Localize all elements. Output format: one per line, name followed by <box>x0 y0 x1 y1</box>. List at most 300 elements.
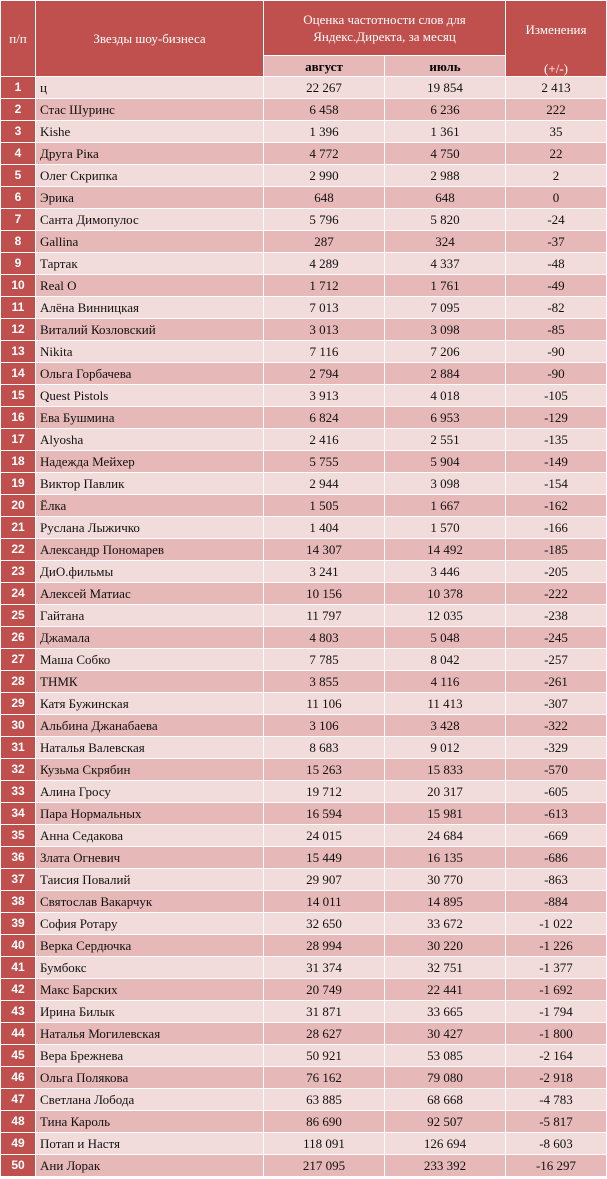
row-change: -8 603 <box>506 1133 607 1155</box>
row-name: Санта Димопулос <box>36 209 264 231</box>
row-change: -1 692 <box>506 979 607 1001</box>
row-name: Алёна Винницкая <box>36 297 264 319</box>
row-august: 5 755 <box>264 451 385 473</box>
table-row <box>1 275 607 297</box>
row-name: Святослав Вакарчук <box>36 891 264 913</box>
row-number: 48 <box>1 1111 36 1133</box>
row-number: 31 <box>1 737 36 759</box>
row-august: 86 690 <box>264 1111 385 1133</box>
header-name: Звезды шоу-бизнеса <box>36 1 264 77</box>
row-name: ДиО.фильмы <box>36 561 264 583</box>
row-name: Верка Сердючка <box>36 935 264 957</box>
row-number: 24 <box>1 583 36 605</box>
row-july: 648 <box>385 187 506 209</box>
row-change: -686 <box>506 847 607 869</box>
row-july: 324 <box>385 231 506 253</box>
row-name: Виталий Козловский <box>36 319 264 341</box>
row-name: Анна Седакова <box>36 825 264 847</box>
row-number: 38 <box>1 891 36 913</box>
table-row <box>1 979 607 1001</box>
row-august: 1 404 <box>264 517 385 539</box>
table-row <box>1 891 607 913</box>
row-number: 21 <box>1 517 36 539</box>
row-change: -322 <box>506 715 607 737</box>
table-row <box>1 781 607 803</box>
row-august: 2 944 <box>264 473 385 495</box>
row-name: Alyosha <box>36 429 264 451</box>
table-row <box>1 1133 607 1155</box>
table-row <box>1 561 607 583</box>
row-number: 29 <box>1 693 36 715</box>
row-july: 7 206 <box>385 341 506 363</box>
row-july: 30 427 <box>385 1023 506 1045</box>
row-august: 7 785 <box>264 649 385 671</box>
row-august: 20 749 <box>264 979 385 1001</box>
row-change: -307 <box>506 693 607 715</box>
row-number: 12 <box>1 319 36 341</box>
row-name: Алексей Матиас <box>36 583 264 605</box>
row-change: -1 226 <box>506 935 607 957</box>
row-august: 5 796 <box>264 209 385 231</box>
row-august: 3 913 <box>264 385 385 407</box>
row-july: 1 570 <box>385 517 506 539</box>
row-change: -135 <box>506 429 607 451</box>
row-number: 1 <box>1 77 36 99</box>
row-august: 10 156 <box>264 583 385 605</box>
row-july: 1 667 <box>385 495 506 517</box>
row-name: Тина Кароль <box>36 1111 264 1133</box>
row-name: Real O <box>36 275 264 297</box>
row-number: 42 <box>1 979 36 1001</box>
row-change: 22 <box>506 143 607 165</box>
row-name: Олег Скрипка <box>36 165 264 187</box>
row-july: 30 770 <box>385 869 506 891</box>
row-july: 6 236 <box>385 99 506 121</box>
row-change: -37 <box>506 231 607 253</box>
row-name: ц <box>36 77 264 99</box>
row-name: Ольга Горбачева <box>36 363 264 385</box>
table-row <box>1 77 607 99</box>
table-row <box>1 649 607 671</box>
row-august: 2 416 <box>264 429 385 451</box>
row-august: 14 011 <box>264 891 385 913</box>
row-august: 15 263 <box>264 759 385 781</box>
row-july: 6 953 <box>385 407 506 429</box>
row-name: Nikita <box>36 341 264 363</box>
row-name: Кузьма Скрябин <box>36 759 264 781</box>
row-august: 3 855 <box>264 671 385 693</box>
row-change: -185 <box>506 539 607 561</box>
row-july: 24 684 <box>385 825 506 847</box>
row-name: Quest Pistols <box>36 385 264 407</box>
table-row <box>1 165 607 187</box>
table-row <box>1 715 607 737</box>
row-number: 19 <box>1 473 36 495</box>
table-row <box>1 539 607 561</box>
row-number: 43 <box>1 1001 36 1023</box>
row-number: 3 <box>1 121 36 143</box>
row-change: -669 <box>506 825 607 847</box>
row-change: -245 <box>506 627 607 649</box>
row-july: 53 085 <box>385 1045 506 1067</box>
table-row <box>1 407 607 429</box>
row-july: 8 042 <box>385 649 506 671</box>
table-row <box>1 1067 607 1089</box>
table-row <box>1 913 607 935</box>
row-august: 63 885 <box>264 1089 385 1111</box>
row-july: 68 668 <box>385 1089 506 1111</box>
row-number: 41 <box>1 957 36 979</box>
row-august: 4 803 <box>264 627 385 649</box>
row-number: 6 <box>1 187 36 209</box>
row-change: -5 817 <box>506 1111 607 1133</box>
row-name: Друга Ріка <box>36 143 264 165</box>
row-change: -105 <box>506 385 607 407</box>
row-name: Стас Шуринс <box>36 99 264 121</box>
row-change: -154 <box>506 473 607 495</box>
row-august: 7 116 <box>264 341 385 363</box>
row-name: Виктор Павлик <box>36 473 264 495</box>
table-row <box>1 231 607 253</box>
table-row <box>1 759 607 781</box>
row-name: Ёлка <box>36 495 264 517</box>
row-name: Бумбокс <box>36 957 264 979</box>
table-row <box>1 297 607 319</box>
row-change: -24 <box>506 209 607 231</box>
row-number: 49 <box>1 1133 36 1155</box>
table-body <box>1 77 607 1177</box>
row-name: ТНМК <box>36 671 264 693</box>
row-august: 2 990 <box>264 165 385 187</box>
row-august: 1 505 <box>264 495 385 517</box>
row-july: 4 116 <box>385 671 506 693</box>
row-number: 17 <box>1 429 36 451</box>
row-july: 32 751 <box>385 957 506 979</box>
row-august: 1 712 <box>264 275 385 297</box>
table-row <box>1 957 607 979</box>
row-august: 28 627 <box>264 1023 385 1045</box>
table-row <box>1 1045 607 1067</box>
row-july: 2 988 <box>385 165 506 187</box>
row-change: -884 <box>506 891 607 913</box>
row-number: 23 <box>1 561 36 583</box>
row-name: Ева Бушмина <box>36 407 264 429</box>
row-august: 4 772 <box>264 143 385 165</box>
row-august: 6 458 <box>264 99 385 121</box>
row-change: -238 <box>506 605 607 627</box>
row-july: 2 884 <box>385 363 506 385</box>
row-number: 2 <box>1 99 36 121</box>
table-row <box>1 1111 607 1133</box>
row-july: 2 551 <box>385 429 506 451</box>
row-change: -129 <box>506 407 607 429</box>
row-number: 40 <box>1 935 36 957</box>
row-change: -149 <box>506 451 607 473</box>
row-july: 79 080 <box>385 1067 506 1089</box>
row-august: 28 994 <box>264 935 385 957</box>
table-row <box>1 451 607 473</box>
row-change: -16 297 <box>506 1155 607 1177</box>
row-august: 3 241 <box>264 561 385 583</box>
row-change: -166 <box>506 517 607 539</box>
row-change: -863 <box>506 869 607 891</box>
row-change: -205 <box>506 561 607 583</box>
row-number: 15 <box>1 385 36 407</box>
row-number: 35 <box>1 825 36 847</box>
row-change: -2 164 <box>506 1045 607 1067</box>
row-august: 14 307 <box>264 539 385 561</box>
table-row <box>1 583 607 605</box>
row-july: 233 392 <box>385 1155 506 1177</box>
row-change: -605 <box>506 781 607 803</box>
table-row <box>1 869 607 891</box>
row-name: Наталья Валевская <box>36 737 264 759</box>
row-change: -48 <box>506 253 607 275</box>
table-row <box>1 363 607 385</box>
header-number: п/п <box>1 1 36 77</box>
row-change: -222 <box>506 583 607 605</box>
row-july: 92 507 <box>385 1111 506 1133</box>
row-number: 16 <box>1 407 36 429</box>
row-august: 76 162 <box>264 1067 385 1089</box>
row-july: 7 095 <box>385 297 506 319</box>
header-change-label: Изменения <box>525 22 587 37</box>
row-august: 31 871 <box>264 1001 385 1023</box>
row-july: 15 981 <box>385 803 506 825</box>
row-number: 46 <box>1 1067 36 1089</box>
row-change: -85 <box>506 319 607 341</box>
row-august: 7 013 <box>264 297 385 319</box>
row-july: 14 895 <box>385 891 506 913</box>
row-name: Kishe <box>36 121 264 143</box>
row-august: 118 091 <box>264 1133 385 1155</box>
row-number: 8 <box>1 231 36 253</box>
row-name: Макс Барских <box>36 979 264 1001</box>
row-name: София Ротару <box>36 913 264 935</box>
row-august: 6 824 <box>264 407 385 429</box>
table-row <box>1 517 607 539</box>
row-change: -49 <box>506 275 607 297</box>
table-row <box>1 143 607 165</box>
row-july: 14 492 <box>385 539 506 561</box>
row-change: -4 783 <box>506 1089 607 1111</box>
row-change: -261 <box>506 671 607 693</box>
row-name: Ирина Билык <box>36 1001 264 1023</box>
row-change: -329 <box>506 737 607 759</box>
row-august: 15 449 <box>264 847 385 869</box>
row-july: 4 337 <box>385 253 506 275</box>
row-number: 4 <box>1 143 36 165</box>
row-july: 4 018 <box>385 385 506 407</box>
row-name: Руслана Лыжичко <box>36 517 264 539</box>
row-name: Катя Бужинская <box>36 693 264 715</box>
row-number: 37 <box>1 869 36 891</box>
header-july: июль <box>385 56 506 77</box>
row-july: 30 220 <box>385 935 506 957</box>
table-row <box>1 671 607 693</box>
row-number: 32 <box>1 759 36 781</box>
row-august: 22 267 <box>264 77 385 99</box>
table-row <box>1 99 607 121</box>
row-july: 20 317 <box>385 781 506 803</box>
row-july: 1 761 <box>385 275 506 297</box>
table-row <box>1 1155 607 1177</box>
table-row <box>1 825 607 847</box>
row-name: Таисия Повалий <box>36 869 264 891</box>
row-number: 11 <box>1 297 36 319</box>
table-row <box>1 935 607 957</box>
row-name: Гайтана <box>36 605 264 627</box>
row-july: 22 441 <box>385 979 506 1001</box>
row-august: 1 396 <box>264 121 385 143</box>
row-july: 5 048 <box>385 627 506 649</box>
row-name: Злата Огневич <box>36 847 264 869</box>
row-number: 26 <box>1 627 36 649</box>
row-change: -613 <box>506 803 607 825</box>
table-row <box>1 1001 607 1023</box>
row-august: 217 095 <box>264 1155 385 1177</box>
row-number: 39 <box>1 913 36 935</box>
row-number: 25 <box>1 605 36 627</box>
table-row <box>1 605 607 627</box>
row-change: -82 <box>506 297 607 319</box>
row-name: Эрика <box>36 187 264 209</box>
row-change: 222 <box>506 99 607 121</box>
row-change: -90 <box>506 341 607 363</box>
table-row <box>1 1023 607 1045</box>
row-name: Ани Лорак <box>36 1155 264 1177</box>
row-august: 3 106 <box>264 715 385 737</box>
table-row <box>1 803 607 825</box>
row-change: -1 794 <box>506 1001 607 1023</box>
row-august: 29 907 <box>264 869 385 891</box>
row-august: 24 015 <box>264 825 385 847</box>
row-july: 9 012 <box>385 737 506 759</box>
row-number: 22 <box>1 539 36 561</box>
row-july: 1 361 <box>385 121 506 143</box>
row-name: Альбина Джанабаева <box>36 715 264 737</box>
table-row <box>1 737 607 759</box>
header-change <box>506 1 607 77</box>
row-july: 3 098 <box>385 319 506 341</box>
row-number: 36 <box>1 847 36 869</box>
row-july: 19 854 <box>385 77 506 99</box>
row-number: 47 <box>1 1089 36 1111</box>
table-row <box>1 473 607 495</box>
row-name: Надежда Мейхер <box>36 451 264 473</box>
row-change: -1 800 <box>506 1023 607 1045</box>
row-name: Пара Нормальных <box>36 803 264 825</box>
row-change: 2 413 <box>506 77 607 99</box>
row-change: -162 <box>506 495 607 517</box>
row-number: 13 <box>1 341 36 363</box>
row-july: 15 833 <box>385 759 506 781</box>
row-number: 27 <box>1 649 36 671</box>
row-july: 126 694 <box>385 1133 506 1155</box>
table-row <box>1 209 607 231</box>
row-number: 9 <box>1 253 36 275</box>
row-number: 18 <box>1 451 36 473</box>
row-change: -257 <box>506 649 607 671</box>
row-name: Тартак <box>36 253 264 275</box>
row-number: 50 <box>1 1155 36 1177</box>
row-august: 11 797 <box>264 605 385 627</box>
row-change: -2 918 <box>506 1067 607 1089</box>
table-row <box>1 341 607 363</box>
row-name: Вера Брежнева <box>36 1045 264 1067</box>
row-july: 5 820 <box>385 209 506 231</box>
row-july: 16 135 <box>385 847 506 869</box>
table-row <box>1 847 607 869</box>
row-name: Маша Собко <box>36 649 264 671</box>
header-frequency: Оценка частотности слов для Яндекс.Директа, за месяц <box>264 1 506 56</box>
row-name: Потап и Настя <box>36 1133 264 1155</box>
table-row <box>1 693 607 715</box>
table-row <box>1 627 607 649</box>
row-august: 19 712 <box>264 781 385 803</box>
row-name: Александр Пономарев <box>36 539 264 561</box>
row-july: 3 446 <box>385 561 506 583</box>
row-august: 2 794 <box>264 363 385 385</box>
row-name: Светлана Лобода <box>36 1089 264 1111</box>
row-july: 33 665 <box>385 1001 506 1023</box>
row-name: Ольга Полякова <box>36 1067 264 1089</box>
row-change: 0 <box>506 187 607 209</box>
header-change-unit: (+/-) <box>544 61 568 76</box>
table-row <box>1 121 607 143</box>
row-number: 30 <box>1 715 36 737</box>
row-august: 16 594 <box>264 803 385 825</box>
row-august: 31 374 <box>264 957 385 979</box>
row-august: 11 106 <box>264 693 385 715</box>
table-row <box>1 495 607 517</box>
row-name: Наталья Могилевская <box>36 1023 264 1045</box>
row-july: 10 378 <box>385 583 506 605</box>
table-row <box>1 429 607 451</box>
row-july: 4 750 <box>385 143 506 165</box>
row-number: 45 <box>1 1045 36 1067</box>
row-august: 50 921 <box>264 1045 385 1067</box>
table-row <box>1 1089 607 1111</box>
row-july: 33 672 <box>385 913 506 935</box>
table-row <box>1 253 607 275</box>
row-number: 20 <box>1 495 36 517</box>
row-change: -90 <box>506 363 607 385</box>
row-august: 648 <box>264 187 385 209</box>
row-august: 8 683 <box>264 737 385 759</box>
row-august: 3 013 <box>264 319 385 341</box>
row-number: 44 <box>1 1023 36 1045</box>
table-row <box>1 385 607 407</box>
row-number: 5 <box>1 165 36 187</box>
row-change: 2 <box>506 165 607 187</box>
row-number: 10 <box>1 275 36 297</box>
header-august: август <box>264 56 385 77</box>
row-july: 3 428 <box>385 715 506 737</box>
row-august: 4 289 <box>264 253 385 275</box>
row-number: 34 <box>1 803 36 825</box>
row-number: 7 <box>1 209 36 231</box>
row-change: -1 377 <box>506 957 607 979</box>
row-change: -570 <box>506 759 607 781</box>
row-name: Джамала <box>36 627 264 649</box>
row-number: 33 <box>1 781 36 803</box>
row-july: 3 098 <box>385 473 506 495</box>
row-number: 28 <box>1 671 36 693</box>
table-row <box>1 187 607 209</box>
row-july: 11 413 <box>385 693 506 715</box>
row-july: 12 035 <box>385 605 506 627</box>
